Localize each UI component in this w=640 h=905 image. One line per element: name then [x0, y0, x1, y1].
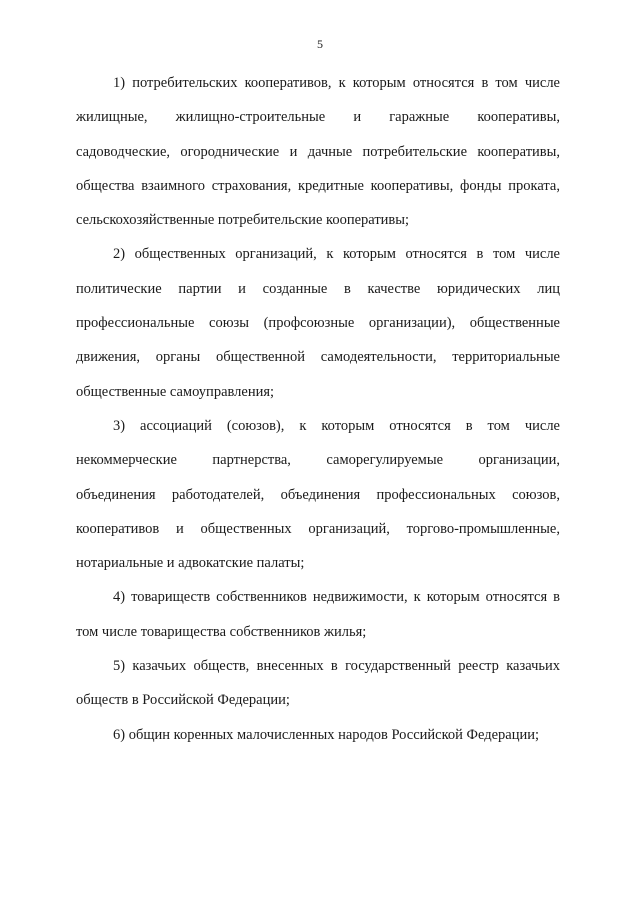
text-line: профессиональные союзы (профсоюзные организации), общественные	[76, 315, 560, 332]
text-line: садоводческие, огороднические и дачные потребительские кооперативы,	[76, 143, 560, 160]
text-line: нотариальные и адвокатские палаты;	[76, 555, 305, 572]
document-body	[76, 66, 560, 752]
list-item-3	[76, 409, 560, 580]
text-line: сельскохозяйственные потребительские кооперативы;	[76, 212, 410, 229]
list-item-4	[76, 580, 560, 649]
list-item-6	[76, 718, 560, 752]
text-line: жилищные, жилищно-строительные и гаражные кооперативы,	[76, 109, 560, 126]
text-line: общественные самоуправления;	[76, 383, 275, 400]
text-line: 2) общественных организаций, к которым относятся в том числе	[113, 246, 560, 263]
text-line: том числе товарищества собственников жилья;	[76, 623, 367, 640]
text-line: 3) ассоциаций (союзов), к которым относятся в том числе	[113, 417, 560, 434]
text-line: политические партии и созданные в качестве юридических лиц	[76, 280, 560, 297]
text-line: общества взаимного страхования, кредитные кооперативы, фонды проката,	[76, 177, 560, 194]
page-number: 5	[317, 37, 323, 51]
text-line: 5) казачьих обществ, внесенных в государственный реестр казачьих	[113, 658, 560, 675]
list-item-5	[76, 649, 560, 718]
list-item-1	[76, 66, 560, 237]
text-line: некоммерческие партнерства, саморегулируемые организации,	[76, 452, 560, 469]
text-line: 1) потребительских кооперативов, к которым относятся в том числе	[113, 75, 560, 91]
list-item-2	[76, 237, 560, 408]
text-line: обществ в Российской Федерации;	[76, 692, 290, 709]
text-line: объединения работодателей, объединения профессиональных союзов,	[76, 486, 560, 503]
text-line: 6) общин коренных малочисленных народов Российской Федерации;	[113, 726, 540, 743]
text-line: кооперативов и общественных организаций, торгово-промышленные,	[76, 520, 560, 537]
text-line: 4) товариществ собственников недвижимости, к которым относятся в	[113, 589, 560, 606]
text-line: движения, органы общественной самодеятельности, территориальные	[76, 349, 560, 366]
